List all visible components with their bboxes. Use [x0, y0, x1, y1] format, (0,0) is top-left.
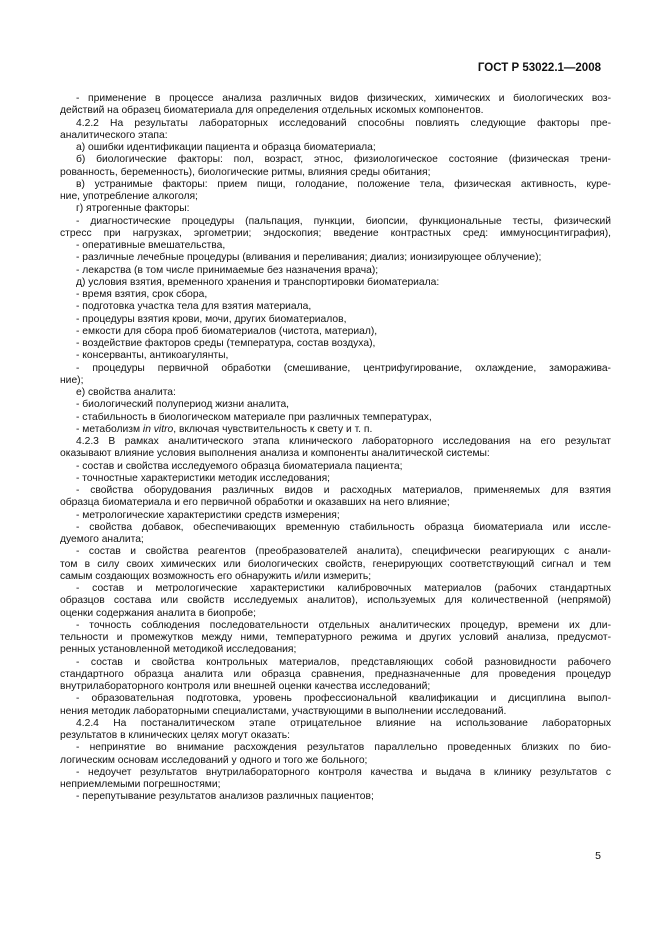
- text-line: - метаболизм in vitro, включая чувствительность к свету и т. п.: [76, 423, 373, 435]
- text-line: ние, употребление алкоголя;: [60, 191, 198, 202]
- text-line: 4.2.4 На постаналитическом этапе отрицательное влияние на использование лабораторных: [76, 717, 611, 729]
- text-line: аналитического этапа:: [60, 129, 168, 141]
- text-line: - точностные характеристики методик исследования;: [76, 472, 331, 484]
- text-line: - воздействие факторов среды (температура, состав воздуха),: [76, 338, 376, 349]
- text-line: в) устранимые факторы: прием пищи, голодание, положение тела, физическая активность, куре-: [76, 178, 611, 190]
- text-line: ренных установленной методикой исследования;: [60, 644, 297, 656]
- text-line: - перепутывание результатов анализов различных пациентов;: [76, 791, 374, 803]
- text-line: - диагностические процедуры (пальпация, пункции, биопсии, функциональные тесты, физический: [76, 215, 611, 227]
- text-line: рованность, беременность), биологические ритмы, влияния среды обитания;: [60, 166, 431, 178]
- text-line: - подготовка участка тела для взятия материала,: [76, 301, 312, 313]
- text-line: 4.2.2 На результаты лабораторных исследований способны повлиять следующие факторы пре-: [76, 117, 611, 129]
- text-line: ние);: [60, 374, 84, 386]
- text-line: стресс при нагрузках, эргометрии; эндоскопия; введение контрастных сред: иммуносцинтиграфия),: [60, 227, 611, 239]
- text-line: - состав и метрологические характеристики калибровочных материалов (рабочих стандартных: [76, 583, 611, 594]
- text-line: - емкости для сбора проб биоматериалов (чистота, материал),: [76, 325, 378, 337]
- text-line: - состав и свойства исследуемого образца биоматериала пациента;: [76, 460, 403, 472]
- standard-header: ГОСТ Р 53022.1—2008: [477, 62, 601, 74]
- text-line: неприемлемыми погрешностями;: [60, 779, 221, 790]
- text-line: - стабильность в биологическом материале при различных температурах,: [76, 411, 432, 423]
- text-line: действий на образец биоматериала для определения отдельных искомых компонентов.: [60, 105, 484, 117]
- text-line: е) свойства аналита:: [76, 387, 176, 398]
- text-line: - биологический полупериод жизни аналита,: [76, 399, 290, 411]
- text-line: - различные лечебные процедуры (вливания и переливания; диализ; ионизирующее облучение);: [76, 252, 542, 264]
- text-line: - процедуры первичной обработки (смешивание, центрифугирование, охлаждение, заморажива-: [76, 362, 611, 374]
- text-line: самым создающих возможность его обнаружить и/или измерить;: [60, 570, 372, 582]
- text-line: - консерванты, антикоагулянты,: [76, 350, 229, 362]
- text-line: том в силу своих химических или биологических свойств, генерирующих соответствующий сигнал и тем: [60, 558, 611, 570]
- text-line: - оперативные вмешательства,: [76, 240, 226, 251]
- text-line: - точность соблюдения последовательности отдельных аналитических процедур, времени их дли-: [76, 619, 611, 631]
- text-line: оказывают влияние условия выполнения анализа и компоненты аналитической системы:: [60, 448, 490, 460]
- text-line: - непринятие во внимание расхождения результатов параллельно проведенных близких по био-: [76, 742, 611, 754]
- body-text: [60, 93, 611, 804]
- text-line: - состав и свойства реагентов (преобразователей аналита), специфически реагирующих с анали-: [76, 546, 611, 558]
- text-line: - процедуры взятия крови, мочи, других биоматериалов,: [76, 313, 347, 325]
- text-line: оценки содержания аналита в биопробе;: [60, 607, 256, 619]
- text-line: - лекарства (в том числе принимаемые без назначения врача);: [76, 264, 379, 276]
- text-line: - свойства добавок, обеспечивающих временную стабильность образца биоматериала или иссле-: [76, 521, 611, 533]
- text-line: результатов в клинических целях могут оказать:: [60, 730, 291, 741]
- text-line: - свойства оборудования различных видов и расходных материалов, применяемых для взятия: [76, 485, 611, 496]
- text-line: - состав и свойства контрольных материалов, представляющих собой разновидности рабочего: [76, 656, 611, 668]
- text-line: а) ошибки идентификации пациента и образца биоматериала;: [76, 142, 376, 153]
- text-line: дуемого аналита;: [60, 534, 144, 545]
- text-line: образца биоматериала и его первичной обработки и оказавших на него влияние;: [60, 497, 450, 509]
- text-line: нения методик лабораторными специалистами, участвующими в выполнении исследований.: [60, 705, 507, 717]
- text-line: д) условия взятия, временного хранения и транспортировки биоматериала:: [76, 276, 440, 288]
- text-line: - время взятия, срок сбора,: [76, 289, 208, 300]
- text-line: 4.2.3 В рамках аналитического этапа клинического лабораторного исследования на его результат: [76, 436, 611, 447]
- text-line: - недоучет результатов внутрилабораторного контроля качества и выдача в клинику результатов с: [76, 766, 611, 778]
- text-line: - применение в процессе анализа различных видов физических, химических и биологических воз-: [76, 93, 611, 104]
- text-line: - метрологические характеристики средств измерения;: [76, 509, 340, 521]
- text-line: логическим основам исследований у одного и того же больного;: [60, 754, 368, 766]
- text-line: образцов состава или свойств исследуемых аналитов), используемых для количественной (непрямой): [60, 595, 611, 607]
- text-line: б) биологические факторы: пол, возраст, этнос, физиологическое состояние (физическая трени-: [76, 154, 611, 166]
- text-line: г) ятрогенные факторы:: [76, 203, 190, 215]
- text-line: тельности и промежутков между ними, температурного режима и других условий анализа, предусмот-: [60, 632, 611, 643]
- text-line: - образовательная подготовка, уровень профессиональной квалификации и дисциплина выпол-: [76, 693, 611, 705]
- text-line: внутрилабораторного контроля или внешней оценки качества исследований;: [60, 681, 431, 692]
- page-number: 5: [595, 850, 601, 862]
- text-line: стандартного образца аналита или образца сравнения, предназначенные для проведения процедур: [60, 668, 611, 680]
